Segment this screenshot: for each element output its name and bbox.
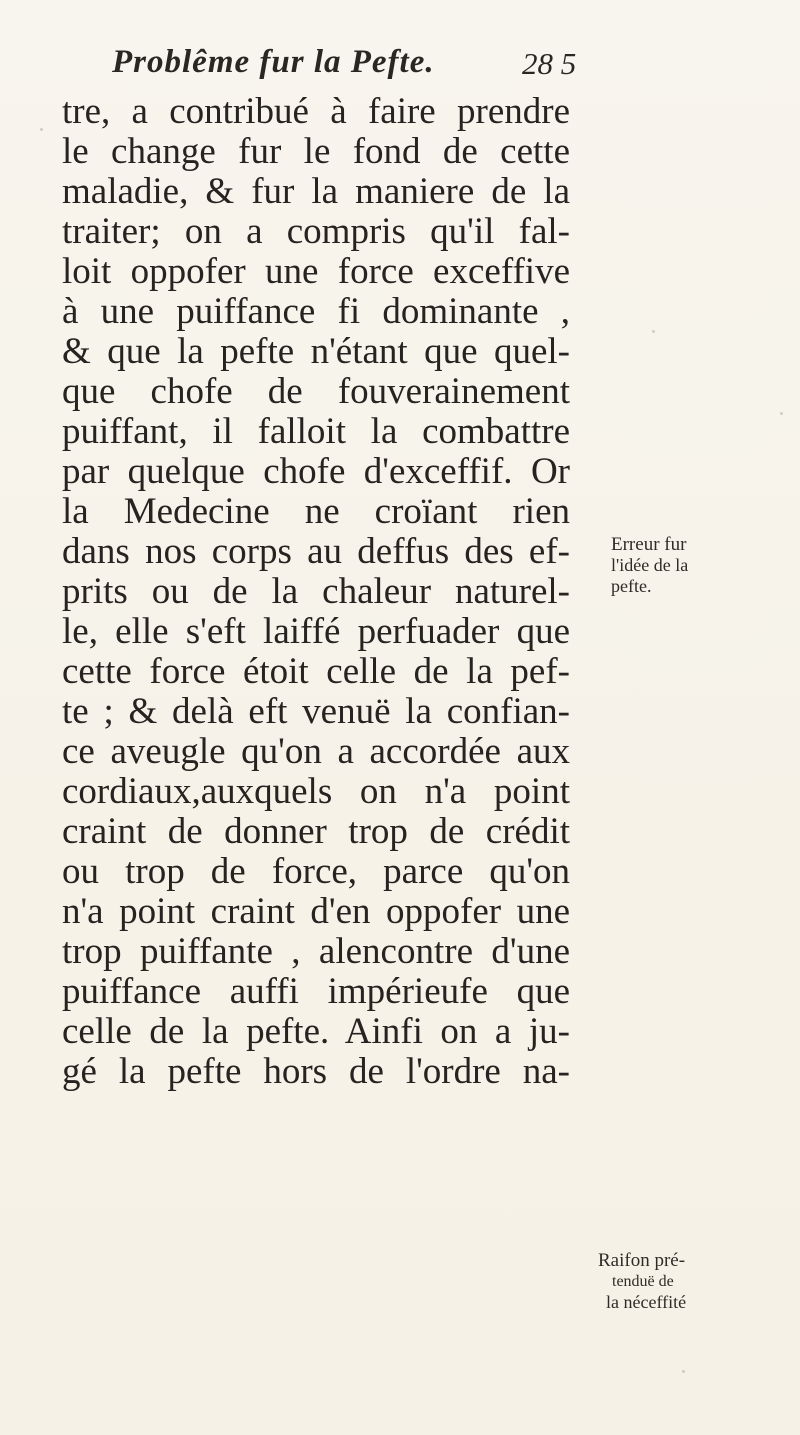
body-line: ou trop de force, parce qu'on [62, 851, 570, 892]
body-line: te ; & delà eft venuë la confian- [62, 691, 570, 732]
body-line: gé la pefte hors de l'ordre na- [62, 1051, 570, 1092]
body-line: trop puiffante , alencontre d'une [62, 931, 570, 972]
body-line: traiter; on a compris qu'il fal- [62, 211, 570, 252]
margin-note-error [611, 534, 688, 597]
body-line: maladie, & fur la maniere de la [62, 171, 570, 212]
paper-speck [682, 1370, 685, 1373]
body-line: tre, a contribué à faire prendre [62, 91, 570, 132]
margin-note-line: Erreur fur [611, 534, 687, 555]
body-line: que chofe de fouverainement [62, 371, 570, 412]
body-line: n'a point craint d'en oppofer une [62, 891, 570, 932]
margin-note-line: pefte. [611, 576, 652, 596]
margin-note-line: Raifon pré- [598, 1250, 686, 1271]
body-line: celle de la pefte. Ainfi on a ju- [62, 1011, 570, 1052]
margin-note-line: la néceffité [606, 1292, 687, 1312]
body-line: prits ou de la chaleur naturel- [62, 571, 570, 612]
body-line: puiffant, il falloit la combattre [62, 411, 570, 452]
page-number: 28 5 [522, 46, 577, 81]
body-line: ce aveugle qu'on a accordée aux [62, 731, 570, 772]
paper-speck [652, 330, 655, 333]
body-line: puiffance auffi impérieufe que [62, 971, 570, 1012]
body-line: dans nos corps au deffus des ef- [62, 531, 570, 572]
body-line: loit oppofer une force exceffive [62, 251, 570, 292]
paper-speck [780, 412, 783, 415]
body-line: cette force étoit celle de la pef- [62, 651, 570, 692]
running-title: Problême fur la Pefte. [112, 44, 435, 80]
margin-note-reason [598, 1250, 686, 1313]
paper-speck [40, 128, 43, 131]
body-line: le change fur le fond de cette [62, 131, 570, 172]
body-line: à une puiffance fi dominante , [62, 291, 570, 332]
body-line: la Medecine ne croïant rien [62, 491, 570, 532]
body-line: & que la pefte n'étant que quel- [62, 331, 570, 372]
body-line: par quelque chofe d'exceffif. Or [62, 451, 570, 492]
margin-note-line: tenduë de [612, 1273, 674, 1290]
page-header [112, 44, 632, 94]
body-line: cordiaux,auxquels on n'a point [62, 771, 570, 812]
body-line: craint de donner trop de crédit [62, 811, 570, 852]
body-text [62, 92, 582, 1092]
margin-note-line: l'idée de la [611, 555, 689, 575]
body-line: le, elle s'eft laiffé perfuader que [62, 611, 570, 652]
